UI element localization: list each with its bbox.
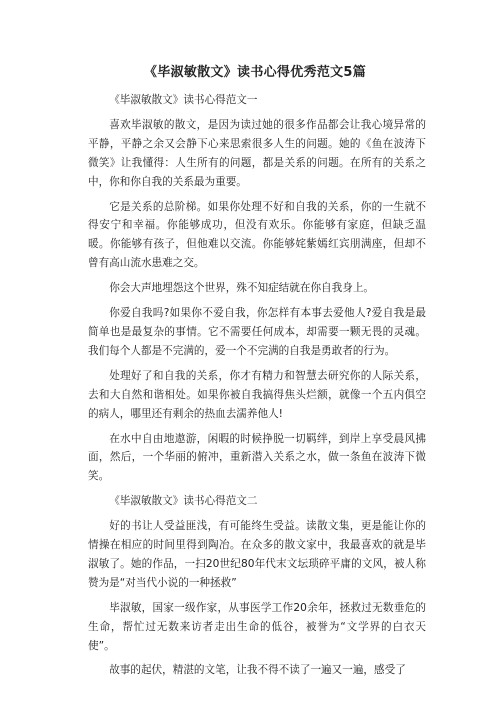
document-title: 《毕淑敏散文》读书心得优秀范文5篇 (143, 65, 367, 80)
section-heading-2: 《毕淑敏散文》读书心得范文二 (109, 495, 258, 508)
paragraph: 故事的起伏，精湛的文笔，让我不得不读了一遍又一遍，感受了 (109, 664, 406, 677)
paragraph: 毕淑敏，国家一级作家，从事医学工作20余年，拯救过无数垂危的生命，帮忙过无数来访者走出生命的低谷，被誉为“文学界的白衣天使”。 (88, 601, 426, 652)
paragraph: 好的书让人受益匪浅，有可能终生受益。读散文集，更是能让你的情操在相应的时间里得到陶冶。在众多的散文家中，我最喜欢的就是毕淑敏了。她的作品，一扫20世纪80年代末文坛琐碎平庸的文风，被人称赞为是“对当代小说的一种拯救” (88, 520, 426, 589)
paragraph: 在水中自由地遨游，闲暇的时候挣脱一切羁绊，到岸上享受晨风拂面，然后，一个华丽的俯冲，重新潜入关系之水，做一条鱼在波涛下微笑。 (88, 432, 426, 483)
paragraph: 喜欢毕淑敏的散文，是因为读过她的很多作品都会让我心境异常的平静，平静之余又会静下心来思索很多人生的问题。她的《鱼在波涛下微笑》让我懂得：人生所有的问题，都是关系的问题。在所有的关系之中，你和你自我的关系最为重要。 (88, 118, 426, 188)
paragraph: 处理好了和自我的关系，你才有精力和智慧去研究你的人际关系，去和大自然和谐相处。如果你被自我搞得焦头烂额，就像一个五内俱空的病人，哪里还有剩余的热血去濡养他人! (88, 369, 426, 420)
paragraph: 你爱自我吗?如果你不爱自我，你怎样有本事去爱他人?爱自我是最简单也是最复杂的事情。它不需要任何成本，却需要一颗无畏的灵魂。我们每个人都是不完满的，爱一个不完满的自我是勇敢者的行为。 (88, 307, 426, 357)
paragraph: 你会大声地埋怨这个世界，殊不知症结就在你自我身上。 (109, 282, 375, 295)
section-heading-1: 《毕淑敏散文》读书心得范文一 (109, 94, 258, 106)
paragraph: 它是关系的总阶梯。如果你处理不好和自我的关系，你的一生就不得安宁和幸福。你能够成功，但没有欢乐。你能够有家庭，但缺乏温暖。你能够有孩子，但他难以交流。你能够姹紫嫣红宾朋满座，但却不曾有高山流水患难之交。 (88, 200, 426, 270)
document-body (88, 91, 426, 680)
